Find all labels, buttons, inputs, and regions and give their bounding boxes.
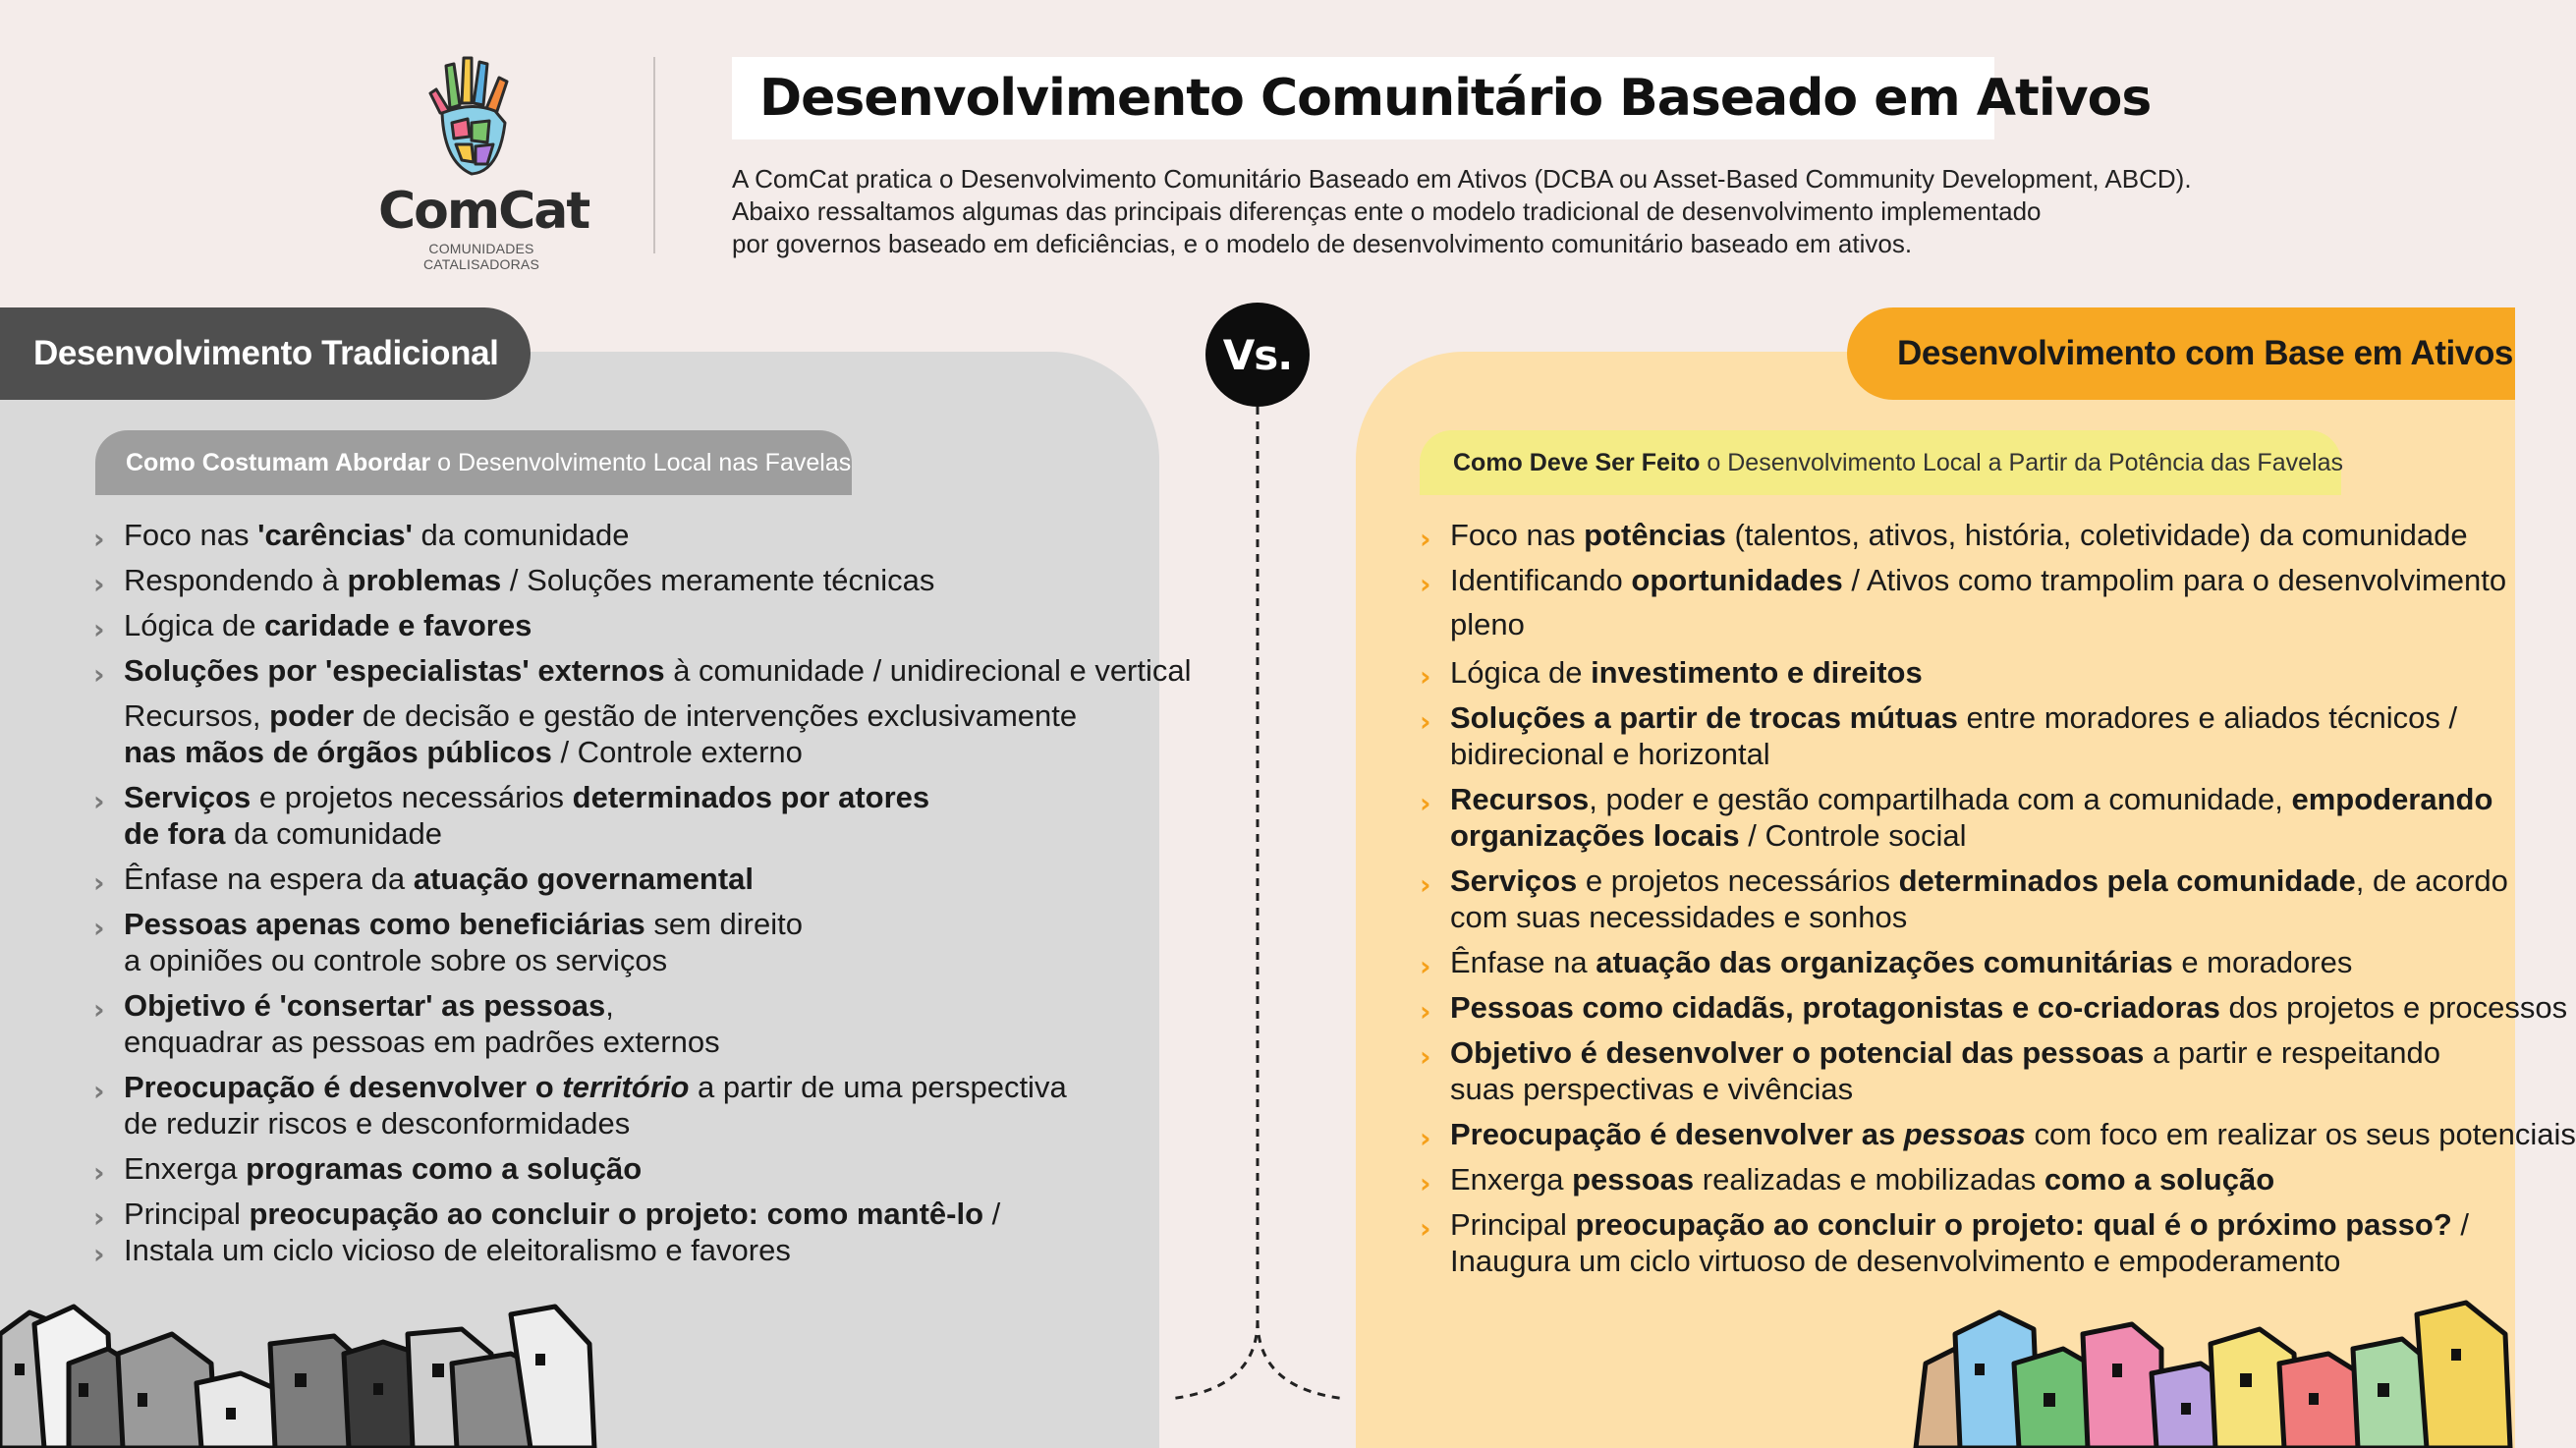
chevron-right-icon: ›	[1420, 868, 1431, 901]
left-list-item	[93, 517, 1135, 553]
list-item-text: preocupação ao concluir o projeto: qual é o próximo passo?	[1575, 1207, 2452, 1242]
list-item-text: atuação governamental	[413, 862, 755, 896]
list-item-text: caridade e favores	[264, 608, 532, 642]
list-item-text: organizações locais	[1450, 818, 1740, 853]
list-item-line	[124, 779, 1135, 815]
right-list-item	[1420, 1034, 2500, 1107]
chevron-right-icon: ›	[93, 1238, 105, 1270]
right-list-item	[1420, 781, 2500, 854]
list-item-text: /	[983, 1197, 1001, 1231]
list-item-text: Lógica de	[124, 608, 265, 642]
traditional-subheading	[95, 430, 852, 495]
list-item-text: / Controle externo	[551, 735, 803, 769]
list-item-line	[1450, 736, 2500, 772]
list-item-text: Soluções por 'especialistas' externos	[124, 653, 665, 688]
list-item-text: pessoas	[1903, 1117, 2026, 1151]
list-item-line	[124, 517, 1135, 553]
list-item-line	[1450, 781, 2500, 817]
traditional-heading: Desenvolvimento Tradicional	[0, 307, 531, 400]
list-item-line	[1450, 1243, 2500, 1279]
traditional-subheading-rest: o Desenvolvimento Local nas Favelas	[430, 448, 852, 476]
list-item-text: , de acordo	[2355, 863, 2508, 898]
list-item-text: investimento e direitos	[1591, 655, 1923, 690]
list-item-text: com foco em realizar os seus potenciais	[2025, 1117, 2576, 1151]
list-item-text: Objetivo é 'consertar' as pessoas	[124, 988, 606, 1023]
list-item-text: / Ativos como trampolim para o desenvolvimento	[1842, 563, 2507, 597]
list-item-text: da comunidade	[225, 816, 442, 851]
list-item-text: Recursos,	[124, 698, 270, 733]
list-item-text: poder	[269, 698, 355, 733]
list-item-line	[1450, 989, 2568, 1026]
list-item-text: Identificando	[1450, 563, 1632, 597]
list-item-text: oportunidades	[1631, 563, 1843, 597]
list-item-text: Ênfase na	[1450, 945, 1596, 979]
list-item-line	[124, 697, 1135, 734]
list-item-text: a opiniões ou controle sobre os serviços	[124, 943, 668, 977]
chevron-right-icon: ›	[1420, 787, 1431, 819]
list-item-text: Principal	[124, 1197, 250, 1231]
left-list-item	[93, 1069, 1135, 1142]
right-list-item	[1420, 654, 2500, 691]
traditional-list	[93, 517, 1192, 1277]
list-item-text: pessoas	[1572, 1162, 1695, 1197]
list-item-line	[124, 1024, 1135, 1060]
chevron-right-icon: ›	[93, 866, 105, 899]
list-item-text: de fora	[124, 816, 226, 851]
chevron-right-icon: ›	[1420, 523, 1431, 555]
list-item-text: e moradores	[2172, 945, 2353, 979]
list-item-text: /	[2451, 1207, 2469, 1242]
list-item-text: Pessoas como cidadãs, protagonistas e co-criadoras	[1450, 990, 2220, 1025]
list-item-text: a partir de uma perspectiva	[689, 1070, 1067, 1104]
intro-line: por governos baseado em deficiências, e o modelo de desenvolvimento comunitário baseado em ativos.	[732, 229, 1913, 258]
grayscale-favela-houses	[0, 1295, 609, 1448]
list-item-text: com suas necessidades e sonhos	[1450, 900, 1908, 934]
list-item-line	[1450, 699, 2500, 736]
chevron-right-icon: ›	[93, 1201, 105, 1234]
chevron-right-icon: ›	[93, 613, 105, 645]
right-list-item	[1420, 944, 2500, 980]
list-item-text: Preocupação é desenvolver as	[1450, 1117, 1904, 1151]
list-item-text: determinados pela comunidade	[1898, 863, 2356, 898]
list-item-line	[124, 652, 1192, 689]
chevron-right-icon: ›	[1420, 1167, 1431, 1199]
asset-based-list	[1420, 517, 2576, 1288]
list-item-text: realizadas e mobilizadas	[1694, 1162, 2044, 1197]
list-item-text: e projetos necessários	[1577, 863, 1899, 898]
list-item-text: Objetivo é desenvolver o potencial das pessoas	[1450, 1035, 2145, 1070]
brand-tagline: COMUNIDADES CATALISADORAS	[423, 241, 539, 272]
list-item-text: empoderando	[2291, 782, 2493, 816]
list-item-line	[124, 987, 1135, 1024]
left-list-item	[93, 697, 1135, 770]
center-divider	[1159, 407, 1356, 1448]
chevron-right-icon: ›	[93, 1075, 105, 1107]
list-item-text: Inaugura um ciclo virtuoso de desenvolvimento e empoderamento	[1450, 1244, 2341, 1278]
left-list-item	[93, 906, 1135, 978]
right-list-item	[1420, 1161, 2500, 1197]
list-item-line	[124, 861, 1135, 897]
right-list-item	[1420, 989, 2568, 1028]
left-list-item	[93, 652, 1192, 691]
chevron-right-icon: ›	[93, 993, 105, 1026]
chevron-right-icon: ›	[1420, 1122, 1431, 1154]
list-item-text: território	[562, 1070, 690, 1104]
list-item-text: Respondendo à	[124, 563, 348, 597]
list-item-text: Pessoas apenas como beneficiárias	[124, 907, 645, 941]
asset-based-subheading-bold: Como Deve Ser Feito	[1453, 448, 1701, 476]
list-item-line	[1450, 1116, 2576, 1152]
list-item-line	[124, 815, 1135, 852]
asset-based-subheading-rest: o Desenvolvimento Local a Partir da Potência das Favelas	[1700, 448, 2343, 476]
list-item-line	[1450, 562, 2507, 598]
intro-text	[732, 163, 2192, 260]
left-list-item	[93, 987, 1135, 1060]
list-item-line	[124, 1150, 1135, 1187]
list-item-line	[124, 607, 1135, 643]
chevron-right-icon: ›	[93, 785, 105, 817]
list-item-line	[1450, 1034, 2500, 1071]
list-item-text: pleno	[1450, 607, 1525, 641]
chevron-right-icon: ›	[1420, 995, 1431, 1028]
list-item-text: 'carências'	[257, 518, 413, 552]
list-item-text: problemas	[347, 563, 502, 597]
list-item-text: / Soluções meramente técnicas	[501, 563, 935, 597]
list-item-text: a partir e respeitando	[2144, 1035, 2440, 1070]
list-item-text: suas perspectivas e vivências	[1450, 1072, 1854, 1106]
list-item-line	[1450, 517, 2500, 553]
right-list-item	[1420, 1116, 2576, 1154]
chevron-right-icon: ›	[1420, 705, 1431, 738]
chevron-right-icon: ›	[1420, 1212, 1431, 1245]
chevron-right-icon: ›	[1420, 568, 1431, 600]
list-item-text: Recursos	[1450, 782, 1590, 816]
versus-badge: Vs.	[1205, 303, 1310, 407]
list-item-text: Ênfase na espera da	[124, 862, 414, 896]
list-item-text: programas como a solução	[246, 1151, 643, 1186]
chevron-right-icon: ›	[93, 658, 105, 691]
list-item-text: da comunidade	[412, 518, 630, 552]
list-item-text: de decisão e gestão de intervenções exclusivamente	[354, 698, 1078, 733]
list-item-line	[1450, 654, 2500, 691]
list-item-text: à comunidade / unidirecional e vertical	[664, 653, 1192, 688]
list-item-text: enquadrar as pessoas em padrões externos	[124, 1025, 720, 1059]
list-item-text: nas mãos de órgãos públicos	[124, 735, 552, 769]
chevron-right-icon: ›	[93, 568, 105, 600]
header-divider	[653, 57, 655, 253]
list-item-line	[1450, 944, 2500, 980]
intro-line: A ComCat pratica o Desenvolvimento Comunitário Baseado em Ativos (DCBA ou Asset-Based Community Development, ABCD).	[732, 164, 2192, 194]
list-item-text: atuação das organizações comunitárias	[1596, 945, 2173, 979]
list-item-line	[124, 734, 1135, 770]
list-item-text: Foco nas	[124, 518, 258, 552]
list-item-text: Foco nas	[1450, 518, 1585, 552]
list-item-line	[124, 1196, 1135, 1232]
left-list-item	[93, 1150, 1135, 1187]
list-item-line	[1450, 1206, 2500, 1243]
list-item-line	[124, 942, 1135, 978]
list-item-line	[1450, 817, 2500, 854]
list-item-text: preocupação ao concluir o projeto: como mantê-lo	[249, 1197, 984, 1231]
left-list-item	[93, 861, 1135, 897]
left-list-item	[93, 562, 1135, 598]
right-list-item	[1420, 863, 2508, 935]
list-item-text: Serviços	[124, 780, 252, 814]
traditional-subheading-bold: Como Costumam Abordar	[126, 448, 431, 476]
list-item-text: potências	[1584, 518, 1726, 552]
asset-based-heading: Desenvolvimento com Base em Ativos	[1847, 307, 2515, 400]
colorful-favela-houses	[1916, 1295, 2515, 1448]
list-item-text: (talentos, ativos, história, coletividade) da comunidade	[1725, 518, 2468, 552]
left-list-item	[93, 1196, 1135, 1268]
list-item-text: Lógica de	[1450, 655, 1592, 690]
list-item-text: e projetos necessários	[251, 780, 573, 814]
list-item-line	[124, 906, 1135, 942]
list-item-text: de reduzir riscos e desconformidades	[124, 1106, 631, 1141]
list-item-text: Instala um ciclo vicioso de eleitoralismo e favores	[124, 1233, 791, 1267]
chevron-right-icon: ›	[1420, 950, 1431, 982]
page-title: Desenvolvimento Comunitário Baseado em Ativos	[732, 57, 1994, 139]
chevron-right-icon: ›	[93, 1156, 105, 1189]
list-item-text: Enxerga	[124, 1151, 247, 1186]
list-item-text: sem direito	[644, 907, 803, 941]
list-item-text: Preocupação é desenvolver o	[124, 1070, 563, 1104]
right-list-item	[1420, 1206, 2500, 1279]
list-item-text: ,	[605, 988, 614, 1023]
right-list-item	[1420, 517, 2500, 553]
chevron-right-icon: ›	[93, 912, 105, 944]
list-item-text: Enxerga	[1450, 1162, 1573, 1197]
brand-name: ComCat	[378, 182, 589, 241]
list-item-text: Soluções a partir de trocas mútuas	[1450, 700, 1958, 735]
left-list-item	[93, 607, 1135, 643]
list-item-line	[1450, 899, 2500, 935]
list-item-line	[124, 1105, 1135, 1142]
list-item-text: , poder e gestão compartilhada com a comunidade,	[1589, 782, 2292, 816]
list-item-text: dos projetos e processos	[2219, 990, 2568, 1025]
list-item-line	[124, 1069, 1135, 1105]
right-list-item	[1420, 562, 2507, 642]
list-item-line	[1450, 863, 2508, 899]
chevron-right-icon: ›	[1420, 1040, 1431, 1073]
comcat-logo	[378, 54, 604, 272]
list-item-line	[1450, 1071, 2500, 1107]
colorful-hand-logo	[422, 54, 540, 187]
list-item-line	[1450, 606, 2500, 642]
asset-based-subheading	[1420, 430, 2341, 495]
intro-line: Abaixo ressaltamos algumas das principais diferenças ente o modelo tradicional de desenvolvimento implementado	[732, 196, 2042, 226]
list-item-text: / Controle social	[1739, 818, 1967, 853]
list-item-line	[124, 562, 1135, 598]
list-item-text: Serviços	[1450, 863, 1578, 898]
list-item-text: entre moradores e aliados técnicos /	[1957, 700, 2458, 735]
list-item-line	[1450, 1161, 2500, 1197]
list-item-text: bidirecional e horizontal	[1450, 737, 1770, 771]
list-item-line	[124, 1232, 1135, 1268]
right-list-item	[1420, 699, 2500, 772]
list-item-text: determinados por atores	[572, 780, 930, 814]
left-list-item	[93, 779, 1135, 852]
chevron-right-icon: ›	[93, 523, 105, 555]
list-item-text: como a solução	[2044, 1162, 2275, 1197]
list-item-text: Principal	[1450, 1207, 1576, 1242]
chevron-right-icon: ›	[1420, 660, 1431, 693]
